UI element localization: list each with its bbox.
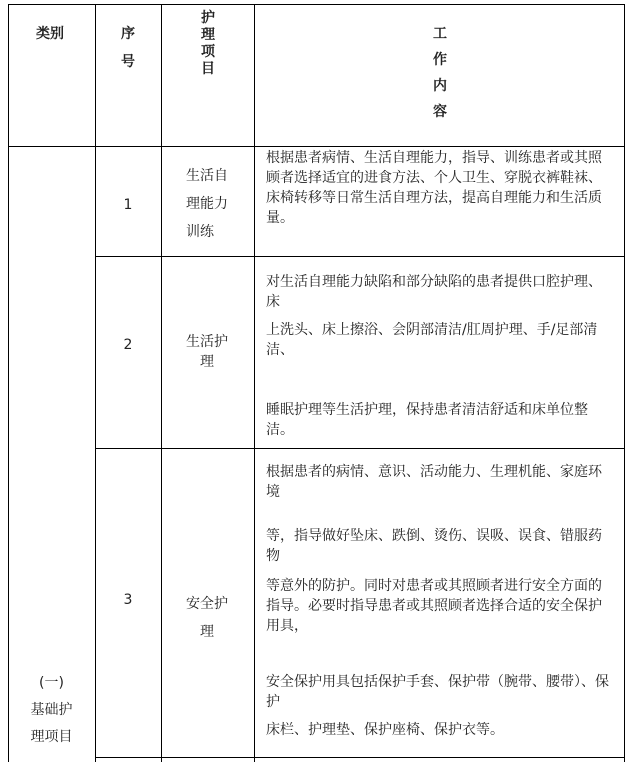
row-content: 等意外的防护。同时对患者或其照顾者进行安全方面的指导。必要时指导患者或其照顾者选择合适的安全保护用具， [266,578,602,634]
header-seq-char: 序 [121,26,135,42]
header-content-char: 内 [433,78,447,94]
category-line: (一) [39,675,64,691]
header-seq-char: 号 [121,54,135,70]
row-item [186,332,228,372]
header-item-char: 目 [201,61,215,77]
category-line: 理项目 [30,729,73,745]
row-content: 安全保护用具包括保护手套、保护带（腕带、腰带）、保护 [266,674,609,710]
category-line: 基础护 [30,702,73,718]
category-label [8,670,95,751]
header-seq [95,24,161,72]
row-item-line: 生活自 [186,168,228,184]
row-content: 床栏、护理垫、保护座椅、保护衣等。 [266,722,504,738]
row-item [186,590,228,646]
row-content: 根据患者病情、生活自理能力，指导、训练患者或其照顾者选择适宜的进食方法、个人卫生、穿脱衣裤鞋袜、床椅转移等日常生活自理方法，提高自理能力和生活质量。 [266,150,602,226]
row-item-line: 理能力 [186,196,228,212]
header-item-char: 项 [201,44,215,60]
header-content-char: 容 [433,104,447,120]
row-content: 上洗头、床上擦浴、会阴部清洁/肛周护理、手/足部清洁、 [266,322,598,358]
row-item-line: 训练 [186,224,214,240]
header-content-char: 作 [433,52,447,68]
row-seq: 3 [123,592,133,608]
row-item-line: 理 [200,354,214,370]
row-seq: 1 [123,197,133,213]
header-item [188,10,228,78]
header-item-char: 护 [201,10,215,26]
header-category: 类别 [36,26,64,42]
header-item-char: 理 [201,27,215,43]
row-content: 等，指导做好坠床、跌倒、烫伤、误吸、误食、错服药物 [266,528,602,564]
row-item [186,162,228,246]
row-item-line: 安全护 [186,596,228,612]
row-seq: 2 [123,337,133,353]
row-item-line: 生活护 [186,334,228,350]
header-content [430,24,450,122]
row-content: 睡眠护理等生活护理，保持患者清洁舒适和床单位整洁。 [266,402,588,438]
row-item-line: 理 [200,624,214,640]
row-content: 根据患者的病情、意识、活动能力、生理机能、家庭环境 [266,464,602,500]
row-content: 对生活自理能力缺陷和部分缺陷的患者提供口腔护理、床 [266,274,602,310]
header-content-char: 工 [433,26,447,42]
